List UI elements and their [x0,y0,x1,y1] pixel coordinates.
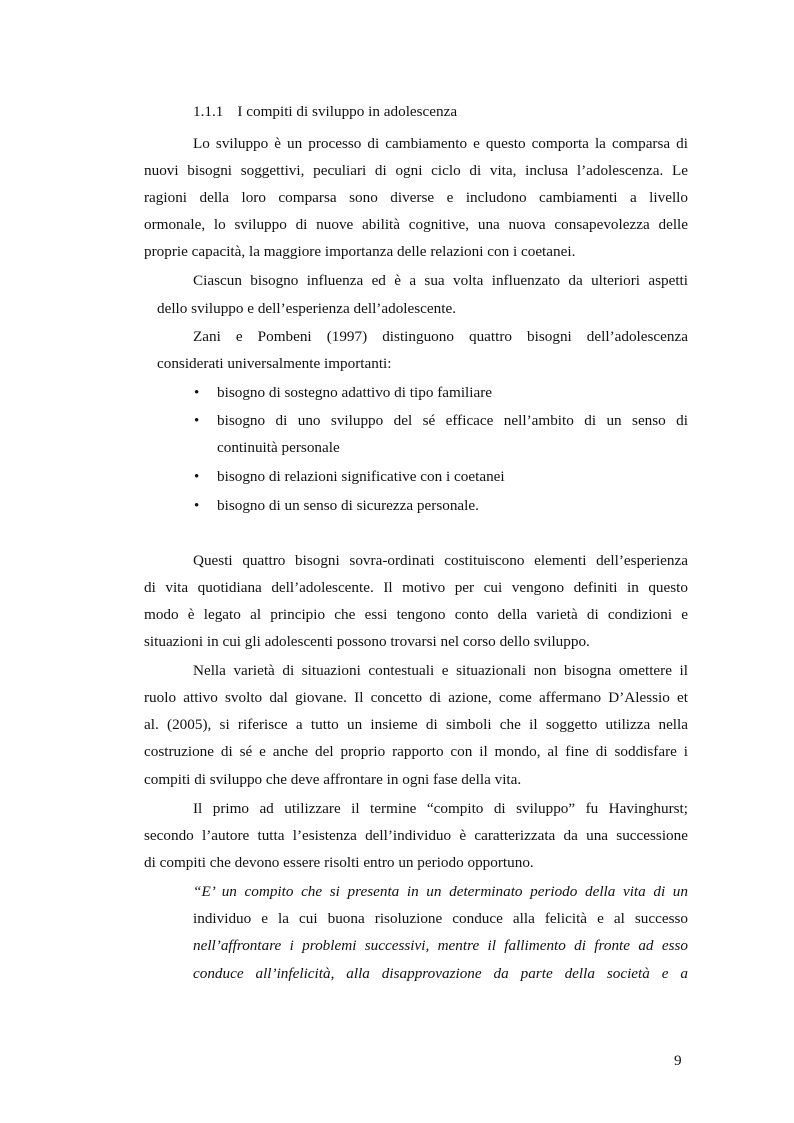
text-line: nuovi bisogni soggettivi, peculiari di ogni ciclo di vita, inclusa l’adolescenza. Le [144,162,688,179]
quote-line: “E’ un compito che si presenta in un determinato periodo della vita di un [193,883,688,900]
text-line: dello sviluppo e dell’esperienza dell’adolescente. [157,300,456,317]
text-line: situazioni in cui gli adolescenti possono trovarsi nel corso dello sviluppo. [144,633,590,650]
section-number: 1.1.1 [193,103,224,120]
quote-line: conduce all’infelicità, alla disapprovazione da parte della società e a [193,965,688,982]
list-item-text: bisogno di uno sviluppo del sé efficace nell’ambito di un senso di [217,412,688,429]
section-heading [193,103,457,121]
text-line: Ciascun bisogno influenza ed è a sua volta influenzato da ulteriori aspetti [193,272,688,289]
text-line: di compiti che devono essere risolti entro un periodo opportuno. [144,854,534,871]
page-number: 9 [674,1052,682,1069]
text-line: Questi quattro bisogni sovra-ordinati costituiscono elementi dell’esperienza [193,552,688,569]
text-line: ruolo attivo svolto dal giovane. Il concetto di azione, come affermano D’Alessio et [144,689,688,706]
list-item-text: bisogno di relazioni significative con i coetanei [217,468,505,485]
text-line: costruzione di sé e anche del proprio rapporto con il mondo, al fine di soddisfare i [144,743,688,760]
text-line: proprie capacità, la maggiore importanza delle relazioni con i coetanei. [144,243,576,260]
text-line: considerati universalmente importanti: [157,355,392,372]
text-line: Il primo ad utilizzare il termine “compito di sviluppo” fu Havinghurst; [193,800,688,817]
text-line: di vita quotidiana dell’adolescente. Il motivo per cui vengono definiti in questo [144,579,688,596]
quote-line: individuo e la cui buona risoluzione conduce alla felicità e al successo [193,910,688,927]
bullet-icon: • [194,413,200,429]
text-line: Zani e Pombeni (1997) distinguono quattro bisogni dell’adolescenza [193,328,688,345]
text-line: modo è legato al principio che essi tengono conto della varietà di condizioni e [144,606,688,623]
text-line: ormonale, lo sviluppo di nuove abilità cognitive, una nuova consapevolezza delle [144,216,688,233]
quote-line: nell’affrontare i problemi successivi, mentre il fallimento di fronte ad esso [193,937,688,954]
bullet-icon: • [194,498,200,514]
bullet-icon: • [194,469,200,485]
list-item-text: bisogno di sostegno adattivo di tipo familiare [217,384,493,401]
text-line: secondo l’autore tutta l’esistenza dell’individuo è caratterizzata da una successione [144,827,688,844]
text-line: al. (2005), si riferisce a tutto un insieme di simboli che il soggetto utilizza nella [144,716,688,733]
section-title: I compiti di sviluppo in adolescenza [237,103,458,120]
text-line: Nella varietà di situazioni contestuali e situazionali non bisogna omettere il [193,662,688,679]
text-line: ragioni della loro comparsa sono diverse e includono cambiamenti a livello [144,189,688,206]
list-item-text: bisogno di un senso di sicurezza personale. [217,497,479,514]
text-line: compiti di sviluppo che deve affrontare in ogni fase della vita. [144,771,522,788]
text-line: Lo sviluppo è un processo di cambiamento e questo comporta la comparsa di [193,135,688,152]
bullet-icon: • [194,385,200,401]
list-item-text: continuità personale [217,439,340,456]
